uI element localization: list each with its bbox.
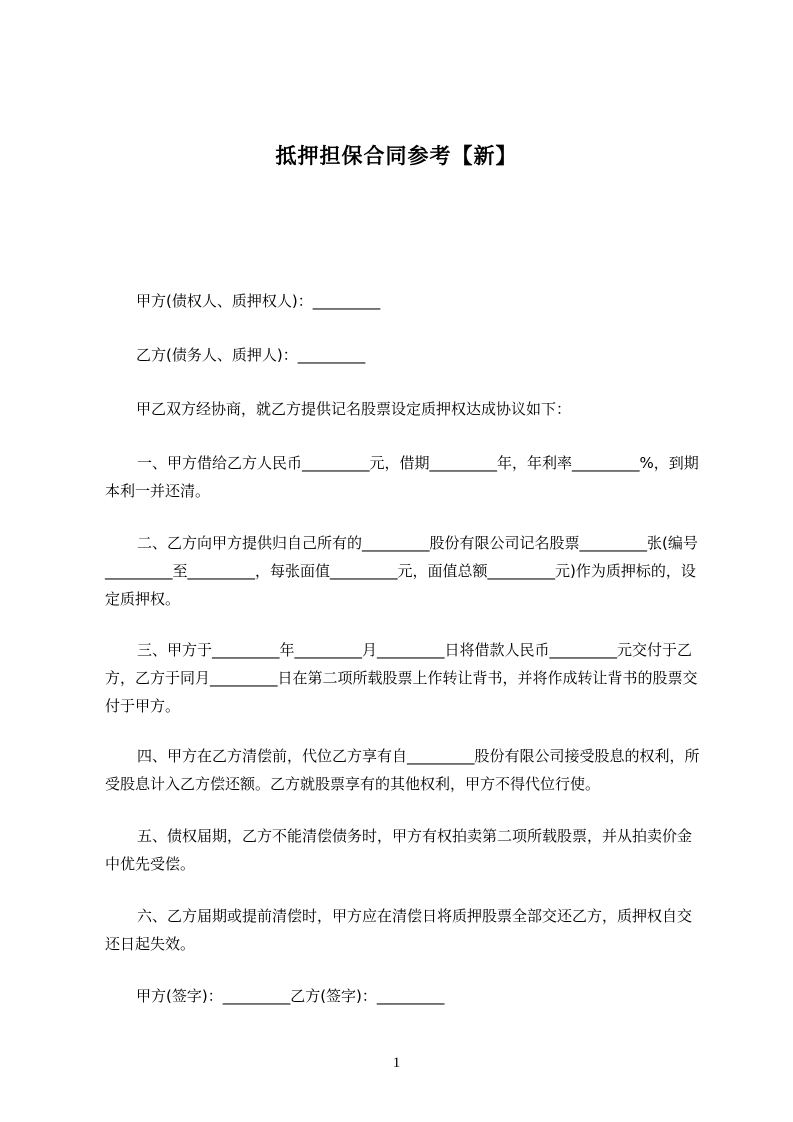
clause-2: 二、乙方向甲方提供归自己所有的_________股份有限公司记名股票_________张(编号_________至_________，每张面值_________元，面值总额_________元)作为质押标的，设定质押权。 <box>105 534 698 608</box>
intro-paragraph: 甲乙双方经协商，就乙方提供记名股票设定质押权达成协议如下： <box>136 400 572 418</box>
page-number: 1 <box>392 1055 401 1071</box>
signature-line: 甲方(签字)：_________乙方(签字)：_________ <box>136 987 445 1005</box>
clause-1: 一、甲方借给乙方人民币_________元，借期_________年，年利率_________%，到期本利一并还清。 <box>105 454 699 500</box>
clause-3: 三、甲方于_________年_________月_________日将借款人民币_________元交付于乙方，乙方于同月_________日在第二项所载股票上作转让背书，并将作成转让背书的股票交付于甲方。 <box>105 641 698 715</box>
clause-4: 四、甲方在乙方清偿前，代位乙方享有自_________股份有限公司接受股息的权利，所受股息计入乙方偿还额。乙方就股票享有的其他权利，甲方不得代位行使。 <box>105 747 700 793</box>
party-a-line: 甲方(债权人、质押权人)：_________ <box>136 292 381 310</box>
clause-5: 五、债权届期，乙方不能清偿债务时，甲方有权拍卖第二项所载股票，并从拍卖价金中优先受偿。 <box>105 827 693 873</box>
document-title: 抵押担保合同参考【新】 <box>275 144 518 168</box>
party-b-line: 乙方(债务人、质押人)：_________ <box>136 346 366 364</box>
clause-6: 六、乙方届期或提前清偿时，甲方应在清偿日将质押股票全部交还乙方，质押权自交还日起失效。 <box>105 907 693 953</box>
